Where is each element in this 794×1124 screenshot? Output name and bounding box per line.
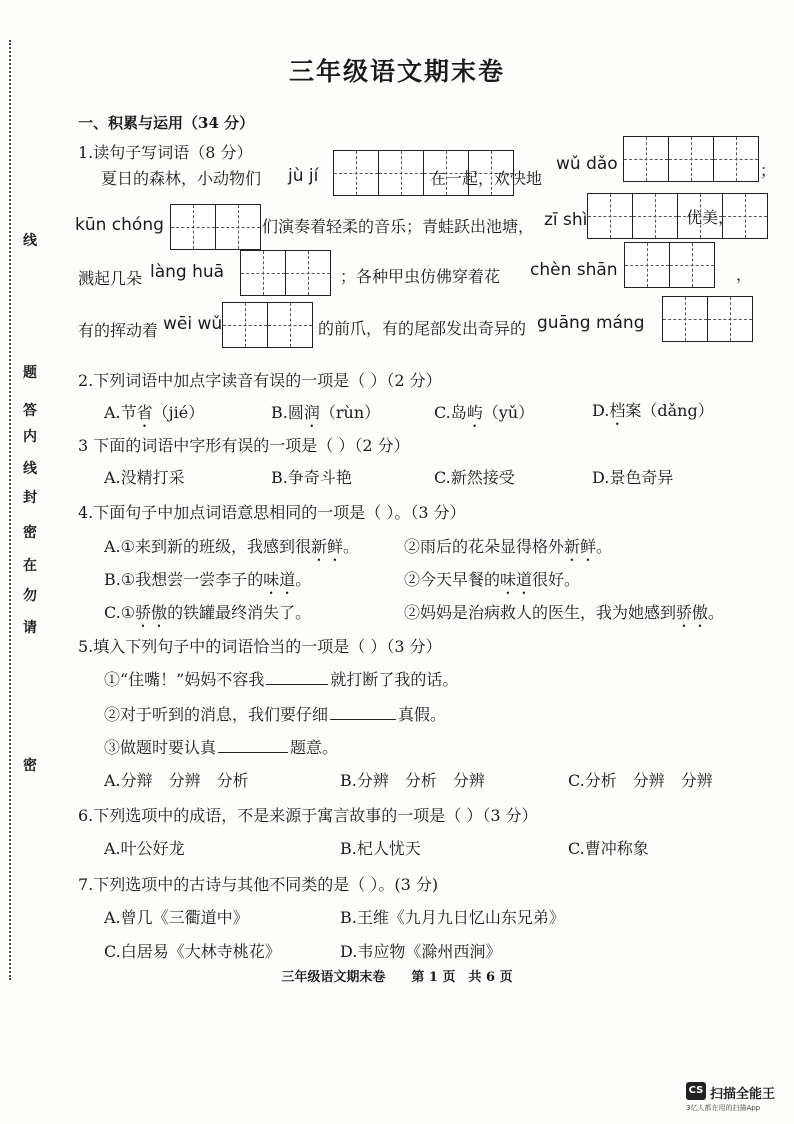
q1-pinyin-chenshan: chèn shān: [530, 260, 618, 280]
q1-pinyin-juji: jù jí: [288, 166, 319, 186]
q4-option-a-sentence2: ②雨后的花朵显得格外新鲜。: [404, 537, 613, 556]
q5-option-a[interactable]: A.分辩 分辨 分析: [104, 771, 249, 790]
q6-option-b[interactable]: B.杞人忧天: [340, 839, 421, 858]
q5-sentence1: ①“住嘴！”妈妈不容我 就打断了我的话。: [104, 670, 459, 689]
q2-option-b[interactable]: B.圆润（rùn）: [271, 403, 381, 422]
q1-pinyin-zishi: zī shì: [544, 210, 588, 230]
q1-line3-a: 溅起几朵: [78, 269, 143, 288]
q5-blank-2[interactable]: [330, 718, 396, 720]
q1-line1-a: 夏日的森林，小动物们: [101, 169, 262, 188]
camscanner-logo-icon: CS: [686, 1082, 706, 1100]
q1-answer-grid-weiwu[interactable]: [222, 302, 313, 348]
q1-line3-b: ；各种甲虫仿佛穿着花: [340, 267, 501, 286]
q1-answer-grid-wudao[interactable]: [623, 136, 759, 182]
q5-blank-3[interactable]: [218, 751, 288, 753]
q4-option-b-sentence2: ②今天早餐的味道很好。: [404, 570, 581, 589]
q1-pinyin-kunchong: kūn chóng: [75, 215, 164, 235]
binding-margin-lower-char: 密: [23, 758, 37, 774]
q5-blank-1[interactable]: [266, 683, 328, 685]
q1-line4-b: 的前爪，有的尾部发出奇异的: [318, 319, 527, 338]
q4-option-b-sentence1[interactable]: B.①我想尝一尝李子的味道。: [104, 570, 312, 589]
q4-stem: 4.下面句子中加点词语意思相同的一项是（ ）。（3 分）: [78, 503, 466, 522]
q1-answer-grid-zishi[interactable]: [587, 193, 768, 239]
q1-answer-grid-kunchong[interactable]: [170, 204, 261, 250]
q5-option-b[interactable]: B.分辨 分析 分辨: [340, 771, 485, 790]
binding-margin-notice-char: 密: [23, 525, 37, 541]
q5-option-c[interactable]: C.分析 分辨 分辨: [568, 771, 713, 790]
q2-option-d[interactable]: D.档案（dǎng）: [592, 401, 714, 420]
q5-sentence3: ③做题时要认真 题意。: [104, 738, 339, 757]
q1-stem: 1.读句子写词语（8 分）: [78, 143, 253, 162]
q7-option-c[interactable]: C.白居易《大林寺桃花》: [104, 942, 281, 961]
binding-margin-notice-char: 线: [23, 461, 37, 477]
q4-option-c-sentence2: ②妈妈是治病救人的医生，我为她感到骄傲。: [404, 603, 725, 622]
binding-margin-notice-char: 请: [23, 620, 37, 636]
q6-option-c[interactable]: C.曹冲称象: [568, 839, 649, 858]
q1-answer-grid-guangmang[interactable]: [662, 296, 753, 342]
binding-margin-notice-char: 在: [23, 558, 37, 574]
q3-option-d[interactable]: D.景色奇异: [592, 468, 674, 487]
q1-line4-a: 有的挥动着: [78, 321, 159, 340]
q4-option-c-sentence1[interactable]: C.①骄傲的铁罐最终消失了。: [104, 603, 312, 622]
q1-pinyin-wudao: wǔ dǎo: [556, 154, 618, 174]
q4-option-a-sentence1[interactable]: A.①来到新的班级，我感到很新鲜。: [104, 537, 360, 556]
binding-margin-notice-char: 答: [23, 403, 37, 419]
q1-answer-grid-chenshan[interactable]: [624, 242, 715, 288]
q3-option-a[interactable]: A.没精打采: [104, 468, 185, 487]
q7-option-d[interactable]: D.韦应物《滁州西涧》: [340, 942, 502, 961]
q1-answer-grid-langhua[interactable]: [240, 250, 331, 296]
binding-dotted-line: [9, 40, 11, 980]
q3-stem: 3 下面的词语中字形有误的一项是（ ）（2 分）: [78, 436, 410, 455]
q2-option-c[interactable]: C.岛屿（yǔ）: [434, 403, 535, 422]
q7-option-b[interactable]: B.王维《九月九日忆山东兄弟》: [340, 908, 565, 927]
q3-option-b[interactable]: B.争奇斗艳: [271, 468, 352, 487]
q1-pinyin-langhua: làng huā: [150, 262, 225, 282]
q1-line1-c: ；: [760, 161, 777, 180]
q3-option-c[interactable]: C.新然接受: [434, 468, 515, 487]
q2-stem: 2.下列词语中加点字读音有误的一项是（ ）（2 分）: [78, 371, 442, 390]
binding-margin-notice-char: 封: [23, 490, 37, 506]
binding-margin-upper-char: 线: [23, 233, 37, 249]
binding-margin-notice-char: 勿: [23, 588, 37, 604]
camscanner-name: 扫描全能王: [710, 1087, 776, 1102]
q1-line1-b: 在一起，欢快地: [430, 169, 543, 188]
q7-option-a[interactable]: A.曾几《三衢道中》: [104, 908, 249, 927]
section1-heading: 一、积累与运用（34 分）: [78, 114, 255, 132]
camscanner-tagline: 3亿人都在用的扫描App: [686, 1104, 761, 1112]
binding-margin-notice-char: 内: [23, 429, 37, 445]
q5-stem: 5.填入下列句子中的词语恰当的一项是（ ）（3 分）: [78, 637, 442, 656]
binding-margin-notice-char: 题: [23, 365, 37, 381]
q2-option-a[interactable]: A.节省（jié）: [104, 403, 205, 422]
q1-pinyin-weiwu: wēi wǔ: [163, 314, 223, 334]
q1-line3-c: ，: [736, 265, 753, 284]
q1-line2-b: 优美，: [686, 208, 735, 227]
q5-sentence2: ②对于听到的消息，我们要仔细 真假。: [104, 705, 447, 724]
page-footer: 三年级语文期末卷 第 1 页 共 6 页: [281, 970, 513, 985]
q1-pinyin-guangmang: guāng máng: [537, 313, 645, 333]
q1-line2-a: 们演奏着轻柔的音乐；青蛙跃出池塘，: [262, 217, 535, 236]
q6-stem: 6.下列选项中的成语，不是来源于寓言故事的一项是（ ）（3 分）: [78, 806, 538, 825]
q7-stem: 7.下列选项中的古诗与其他不同类的是（ ）。(3 分): [78, 875, 439, 894]
exam-title: 三年级语文期末卷: [288, 57, 505, 86]
q6-option-a[interactable]: A.叶公好龙: [104, 839, 185, 858]
